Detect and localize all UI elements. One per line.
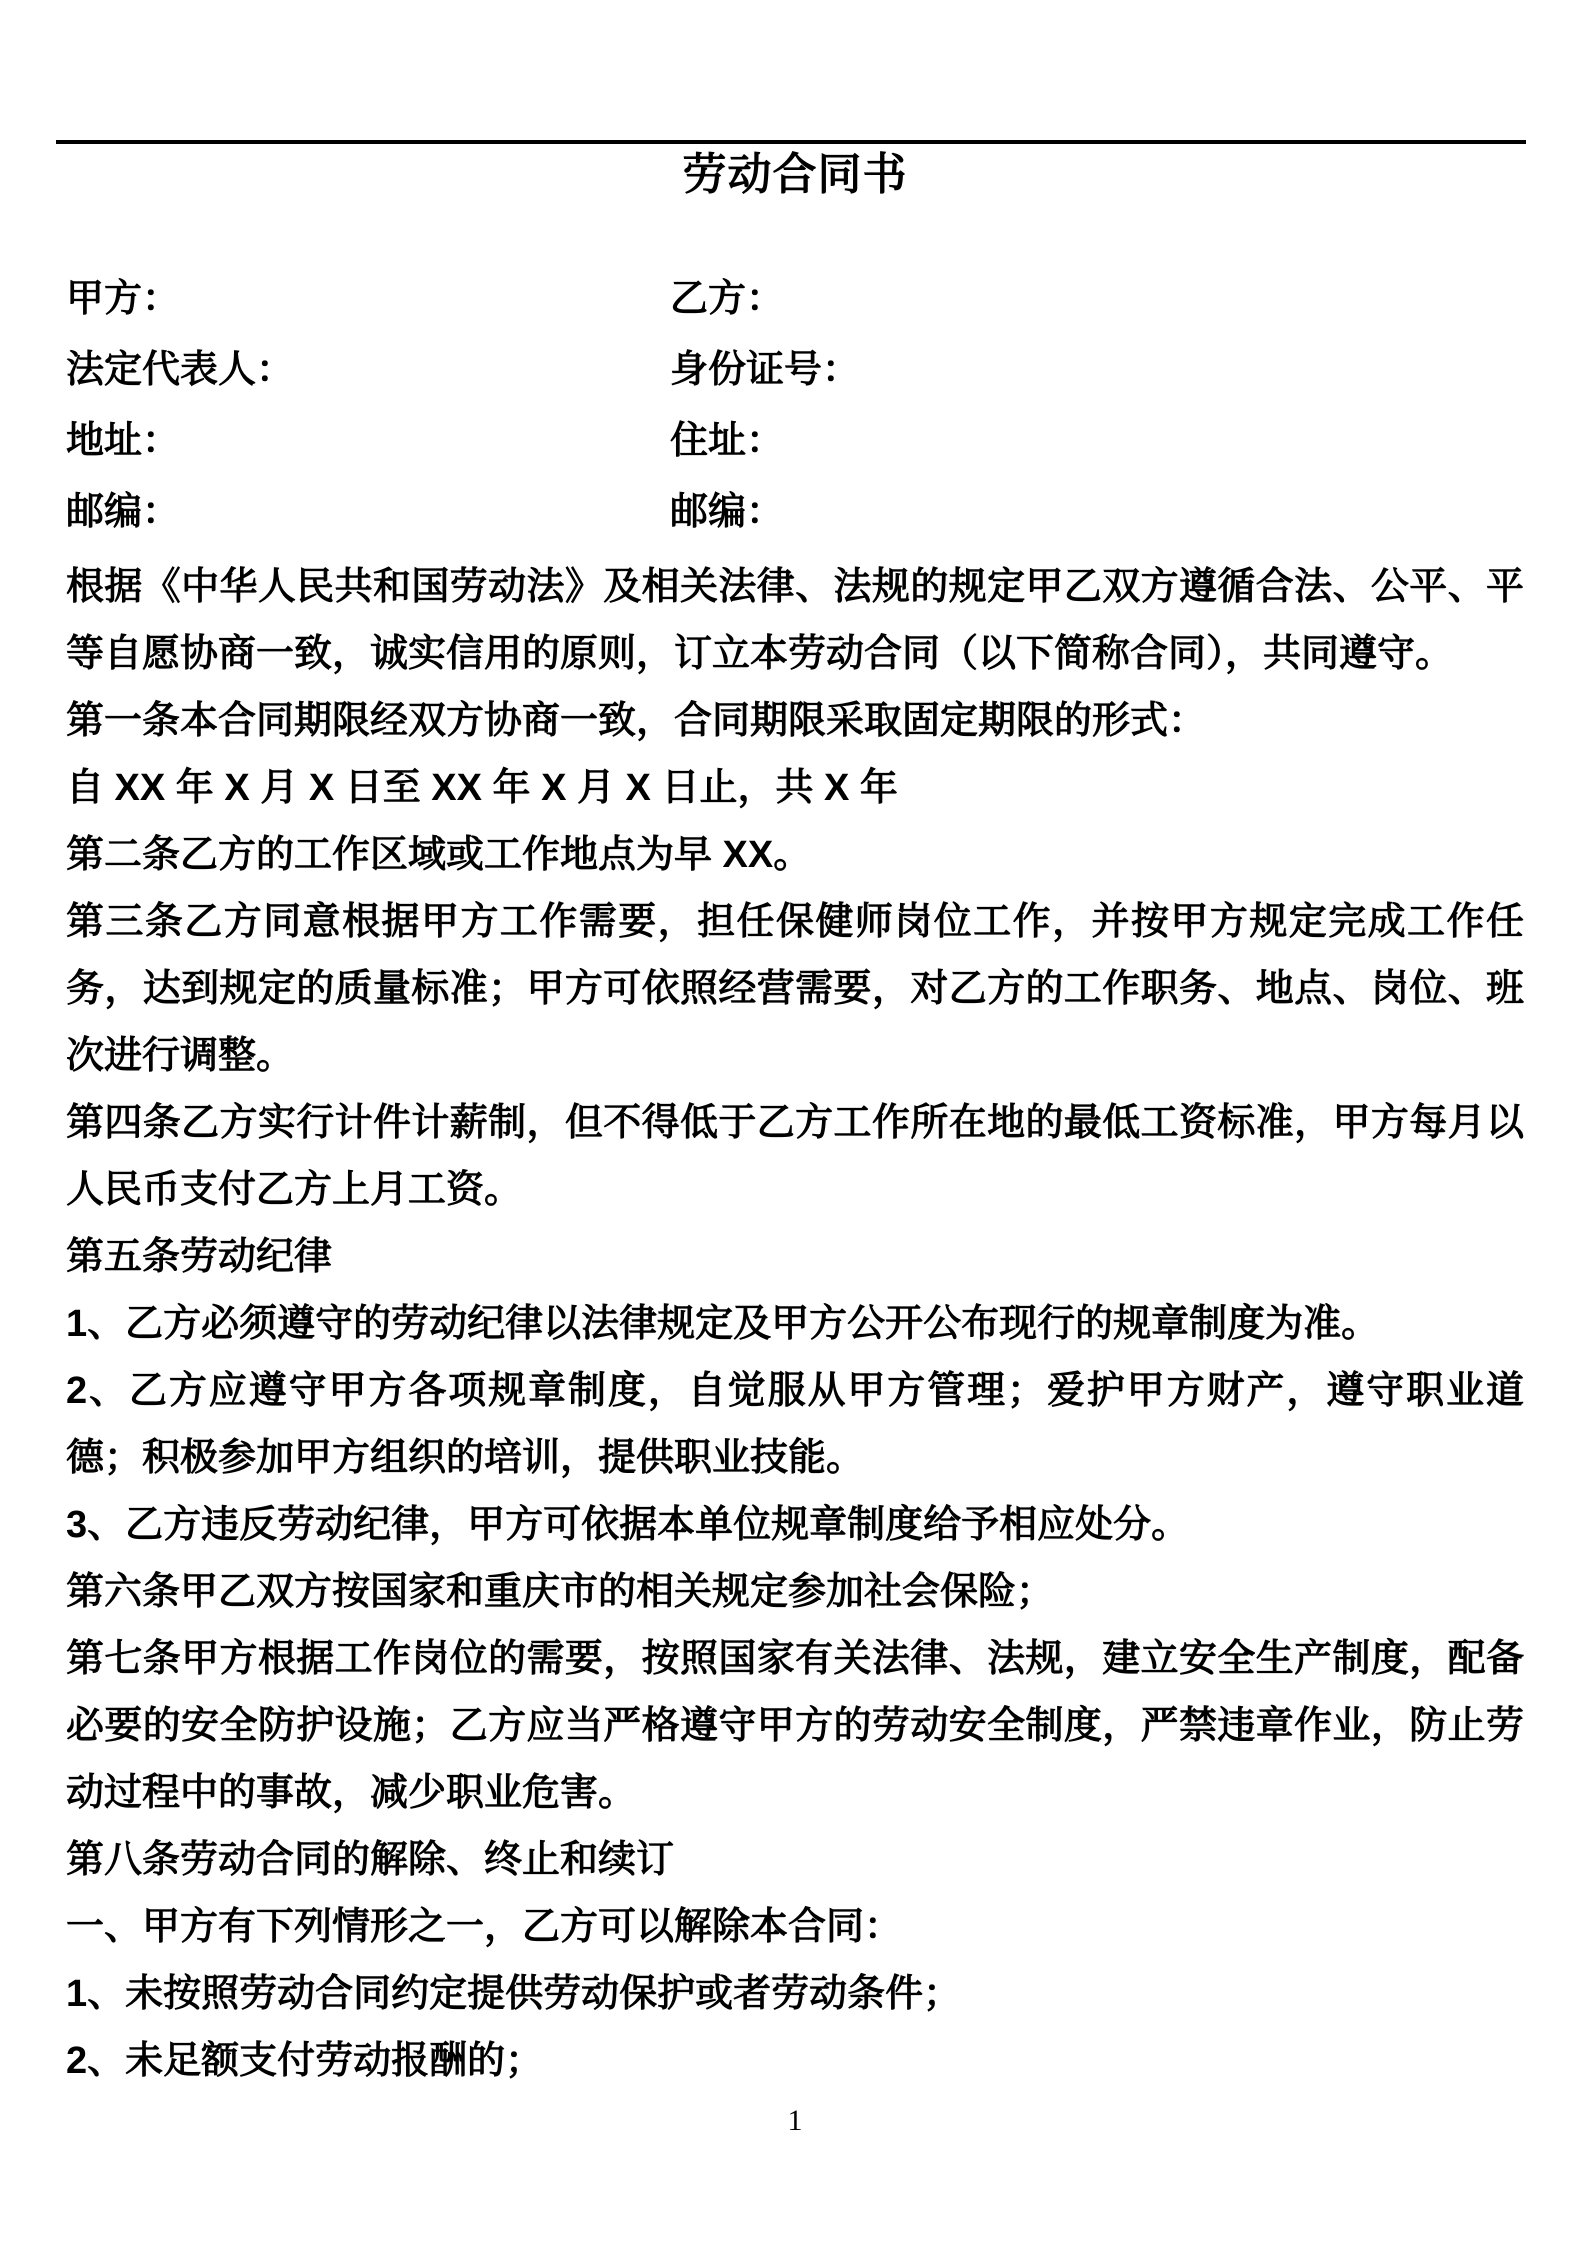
clause-8-heading: 第八条劳动合同的解除、终止和续订 [66,1839,675,1881]
field-address-label: 地址： [66,420,181,462]
field-row-postcode [66,477,1524,548]
field-postcode-b-label: 邮编： [670,491,785,533]
clause-5-item-2: 2、乙方应遵守甲方各项规章制度，自觉服从甲方管理；爱护甲方财产，遵守职业道德；积极参加甲方组织的培训，提供职业技能。 [66,1370,1524,1479]
field-row-address [66,406,1524,477]
clause-5-item-3: 3、乙方违反劳动纪律，甲方可依据本单位规章制度给予相应处分。 [66,1504,1190,1546]
field-party-a-label: 甲方： [66,278,181,320]
field-row-party [66,264,1524,335]
field-legal-rep-label: 法定代表人： [66,349,295,391]
clause-1-term-dates: 自 XX 年 X 月 X 日至 XX 年 X 月 X 日止，共 X 年 [66,767,898,809]
header-rule [56,140,1526,144]
field-postcode-a-label: 邮编： [66,491,181,533]
clause-8-section-1: 一、甲方有下列情形之一，乙方可以解除本合同： [66,1906,903,1948]
clause-8-item-1: 1、未按照劳动合同约定提供劳动保护或者劳动条件； [66,1973,962,2015]
contract-body [66,554,1524,2095]
clause-7-safety: 第七条甲方根据工作岗位的需要，按照国家有关法律、法规，建立安全生产制度，配备必要的安全防护设施；乙方应当严格遵守甲方的劳动安全制度，严禁违章作业，防止劳动过程中的事故，减少职业危害。 [66,1638,1524,1814]
clause-3-work-duties: 第三条乙方同意根据甲方工作需要，担任保健师岗位工作，并按甲方规定完成工作任务，达到规定的质量标准；甲方可依照经营需要，对乙方的工作职务、地点、岗位、班次进行调整。 [66,901,1524,1077]
clause-4-salary: 第四条乙方实行计件计薪制，但不得低于乙方工作所在地的最低工资标准，甲方每月以人民币支付乙方上月工资。 [66,1102,1524,1211]
field-row-representative [66,335,1524,406]
party-fields [66,264,1524,548]
clause-5-heading: 第五条劳动纪律 [66,1236,333,1278]
clause-8-item-2: 2、未足额支付劳动报酬的； [66,2040,544,2082]
clause-6-social-insurance: 第六条甲乙双方按国家和重庆市的相关规定参加社会保险； [66,1571,1055,1613]
clause-2-work-location: 第二条乙方的工作区域或工作地点为早 XX。 [66,834,812,876]
field-party-b-label: 乙方： [670,278,785,320]
field-id-number-label: 身份证号： [670,349,861,391]
document-title: 劳动合同书 [682,150,908,199]
clause-1-term: 第一条本合同期限经双方协商一致，合同期限采取固定期限的形式： [66,700,1207,742]
paragraph-preamble: 根据《中华人民共和国劳动法》及相关法律、法规的规定甲乙双方遵循合法、公平、平等自愿协商一致，诚实信用的原则，订立本劳动合同（以下简称合同），共同遵守。 [66,566,1524,675]
clause-5-item-1: 1、乙方必须遵守的劳动纪律以法律规定及甲方公开公布现行的规章制度为准。 [66,1303,1380,1345]
field-residence-label: 住址： [670,420,785,462]
page-number: 1 [787,2104,803,2137]
